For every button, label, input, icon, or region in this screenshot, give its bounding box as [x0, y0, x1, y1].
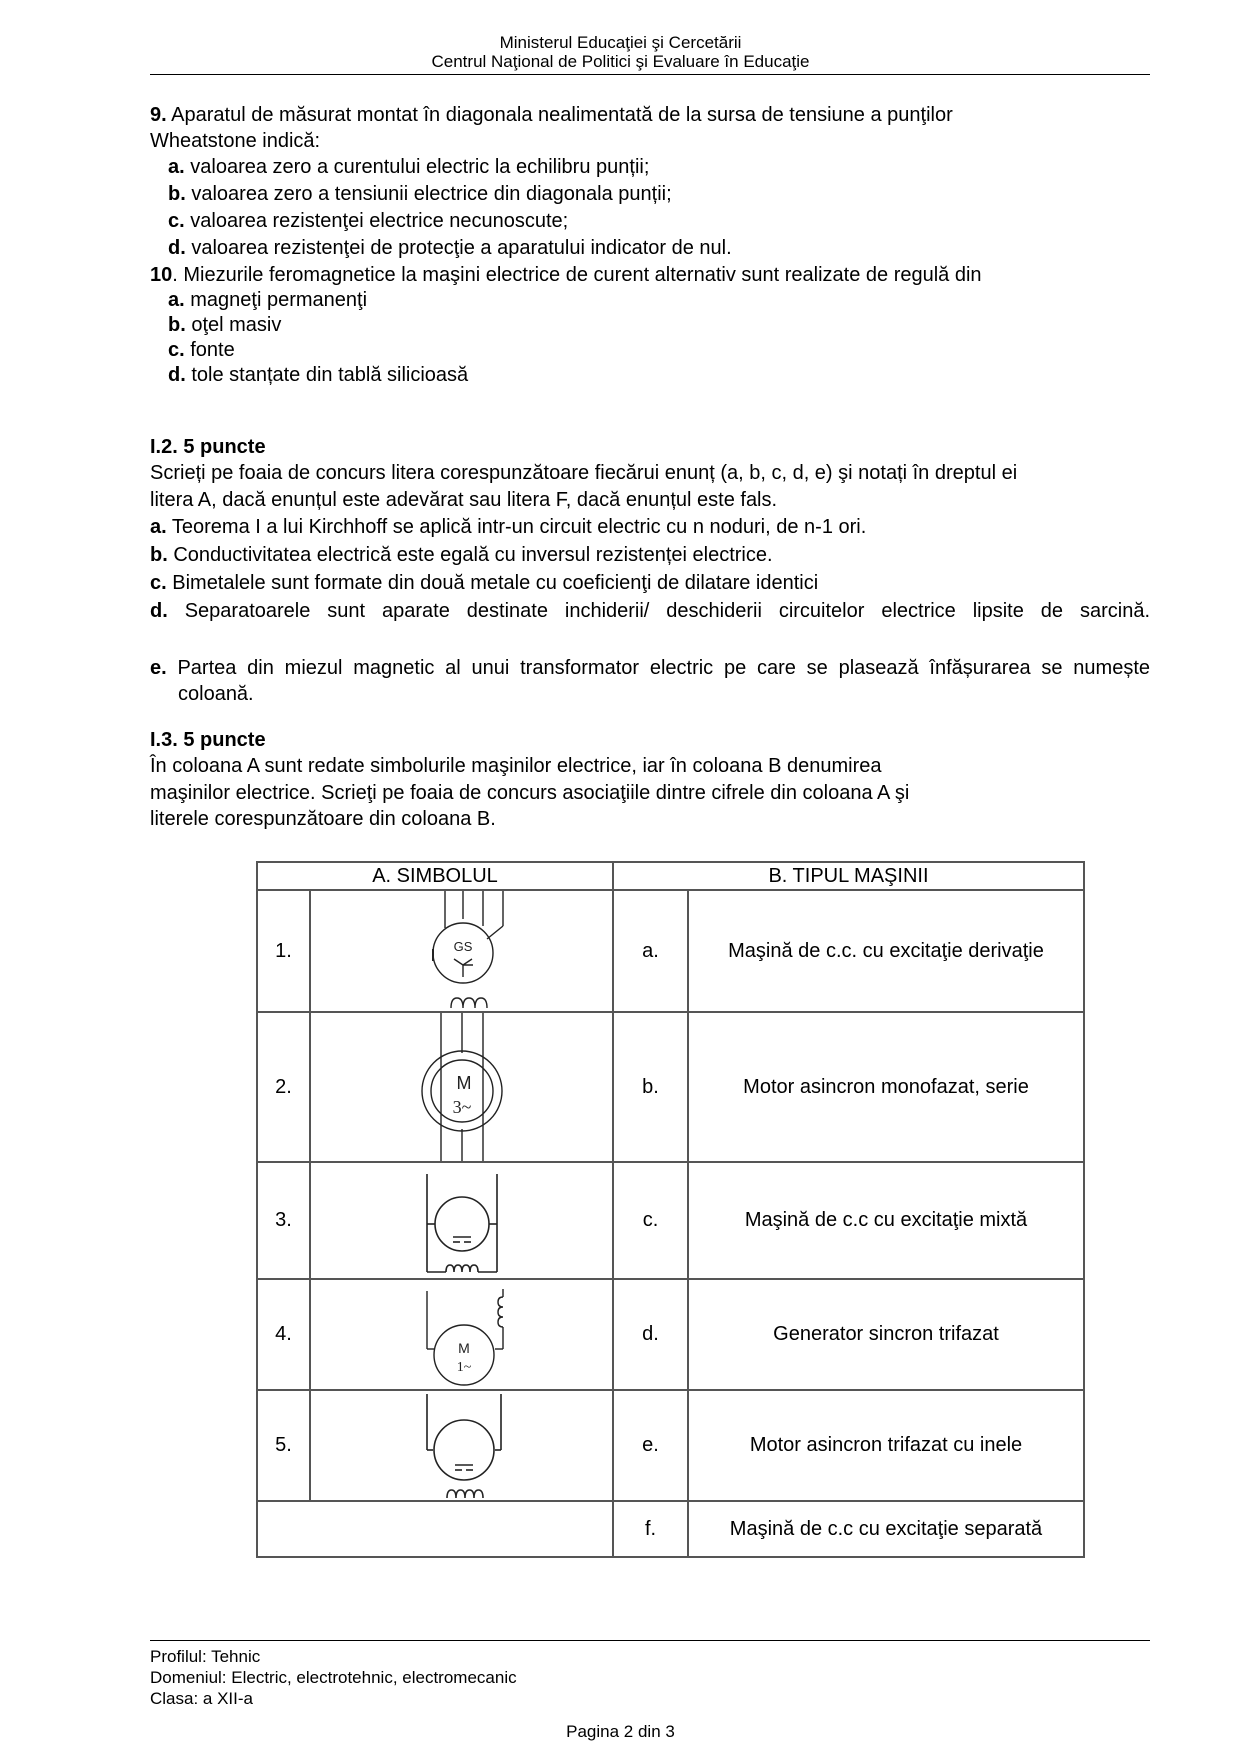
row-letter: c.	[613, 1162, 688, 1279]
option-text: valoarea zero a curentului electric la echilibru punții;	[190, 156, 650, 178]
section-i3-title	[150, 727, 1150, 753]
item-text: Conductivitatea electrică este egală cu inversul rezistenței electrice.	[173, 544, 773, 566]
item-letter: b.	[150, 544, 168, 566]
footer-profile: Profilul: Tehnic	[150, 1647, 261, 1666]
q10-option-b	[168, 312, 1168, 338]
option-letter: d.	[168, 237, 186, 259]
i2-item-c	[150, 570, 1150, 596]
item-text: Separatoarele sunt aparate destinate inchiderii/ deschiderii circuitelor electrice lipsite de sarcină.	[167, 600, 1150, 622]
symbol-cell	[310, 1390, 613, 1501]
option-letter: a.	[168, 156, 185, 178]
i2-item-a	[150, 514, 1150, 540]
section-i3-instr-line3: literele corespunzătoare din coloana B.	[150, 808, 496, 830]
section-i2-instr-line1: Scrieți pe foaia de concurs litera corespunzătoare fiecărui enunț (a, b, c, d, e) şi notați în dreptul ei	[150, 462, 1018, 484]
option-letter: b.	[168, 183, 186, 205]
row-number: 5.	[257, 1390, 310, 1501]
machine-type: Motor asincron trifazat cu inele	[688, 1390, 1084, 1501]
i2-item-b	[150, 542, 1150, 568]
dc-machine-mixed-symbol	[417, 1166, 507, 1276]
q9-option-d	[168, 235, 1168, 261]
item-letter: a.	[150, 516, 167, 538]
table-header-row	[257, 862, 1084, 890]
row-number: 3.	[257, 1162, 310, 1279]
single-phase-motor-symbol	[417, 1281, 507, 1389]
row-letter: a.	[613, 890, 688, 1012]
dc-machine-separate-symbol	[417, 1392, 507, 1500]
machine-type: Maşină de c.c. cu excitaţie derivaţie	[688, 890, 1084, 1012]
machine-type: Motor asincron monofazat, serie	[688, 1012, 1084, 1162]
option-text: valoarea rezistenţei de protecţie a aparatului indicator de nul.	[191, 237, 732, 259]
section-title: I.2. 5 puncte	[150, 436, 266, 458]
q10-option-a	[168, 287, 1168, 313]
section-i3-instr-line2: maşinilor electrice. Scrieţi pe foaia de concurs asociaţiile dintre cifrele din coloana A şi	[150, 782, 910, 804]
footer-domain: Domeniul: Electric, electrotehnic, electromecanic	[150, 1668, 517, 1687]
table-row	[257, 1501, 1084, 1557]
row-letter: f.	[613, 1501, 688, 1557]
option-letter: c.	[168, 210, 185, 232]
table-row	[257, 1279, 1084, 1390]
symbol-label-top: M	[457, 1339, 470, 1356]
q10-option-c	[168, 337, 1168, 363]
item-text: Partea din miezul magnetic al unui transformator electric pe care se plasează înfășurarea se numește coloană.	[166, 657, 1150, 705]
symbol-label-bottom: 3~	[452, 1097, 471, 1117]
symbol-cell	[310, 890, 613, 1012]
option-text: valoarea rezistenţei electrice necunoscute;	[190, 210, 569, 232]
col-b-header: B. TIPUL MAŞINII	[613, 862, 1084, 890]
q9-option-a	[168, 154, 1168, 180]
item-letter: c.	[150, 572, 167, 594]
row-number: 1.	[257, 890, 310, 1012]
section-i2-title	[150, 434, 1150, 460]
section-i3-instr-line1: În coloana A sunt redate simbolurile maşinilor electrice, iar în coloana B denumirea	[150, 755, 882, 777]
table-row	[257, 1012, 1084, 1162]
row-letter: d.	[613, 1279, 688, 1390]
option-text: fonte	[190, 339, 235, 361]
table-row	[257, 1390, 1084, 1501]
col-a-header: A. SIMBOLUL	[257, 862, 613, 890]
machine-type: Generator sincron trifazat	[688, 1279, 1084, 1390]
page-number: Pagina 2 din 3	[566, 1722, 675, 1741]
option-letter: a.	[168, 289, 185, 311]
option-letter: c.	[168, 339, 185, 361]
table-row	[257, 890, 1084, 1012]
q9-number: 9.	[150, 104, 167, 126]
header-ministry: Ministerul Educaţiei şi Cercetării	[499, 33, 742, 52]
symbol-label-bottom: 1~	[456, 1359, 471, 1375]
q10-number: 10	[150, 264, 173, 286]
q9-option-c	[168, 208, 1168, 234]
symbol-cell	[310, 1012, 613, 1162]
section-title: I.3. 5 puncte	[150, 729, 266, 751]
option-text: valoarea zero a tensiunii electrice din diagonala punții;	[191, 183, 672, 205]
symbol-cell	[310, 1279, 613, 1390]
q9-option-b	[168, 181, 1168, 207]
item-letter: d.	[150, 600, 168, 622]
symbol-label-top: M	[456, 1073, 471, 1093]
option-text: tole stanțate din tablă silicioasă	[191, 364, 469, 386]
row-letter: b.	[613, 1012, 688, 1162]
row-letter: e.	[613, 1390, 688, 1501]
option-text: oţel masiv	[191, 314, 282, 336]
three-phase-motor-symbol	[407, 1013, 517, 1161]
i2-item-e	[150, 655, 1150, 707]
footer-divider	[150, 1640, 1150, 1641]
machine-type: Maşină de c.c cu excitaţie separată	[688, 1501, 1084, 1557]
item-text: Bimetalele sunt formate din două metale cu coeficienţi de dilatare identici	[166, 572, 819, 594]
option-text: magneţi permanenţi	[190, 289, 368, 311]
item-letter: e.	[150, 657, 167, 679]
section-i2-instr-line2: litera A, dacă enunțul este adevărat sau litera F, dacă enunțul este fals.	[150, 489, 778, 511]
option-letter: d.	[168, 364, 186, 386]
matching-table	[256, 861, 1085, 1558]
i2-item-d	[150, 598, 1150, 624]
q10-stem	[150, 262, 1150, 288]
q9-stem	[150, 102, 1150, 128]
q10-text: . Miezurile feromagnetice la maşini electrice de curent alternativ sunt realizate de regulă din	[172, 264, 982, 286]
q10-option-d	[168, 362, 1168, 388]
header-divider	[150, 74, 1150, 75]
machine-type: Maşină de c.c cu excitaţie mixtă	[688, 1162, 1084, 1279]
item-text: Teorema I a lui Kirchhoff se aplică intr-un circuit electric cu n noduri, de n-1 ori.	[171, 516, 867, 538]
q9-text-line1: Aparatul de măsurat montat în diagonala nealimentată de la sursa de tensiune a punţilor	[171, 104, 953, 126]
synchronous-generator-symbol	[407, 891, 517, 1011]
footer-class: Clasa: a XII-a	[150, 1689, 253, 1708]
table-row	[257, 1162, 1084, 1279]
symbol-label: GS	[453, 939, 472, 954]
q9-stem-line2: Wheatstone indică:	[150, 130, 321, 152]
empty-symbol-cell	[257, 1501, 613, 1557]
row-number: 4.	[257, 1279, 310, 1390]
symbol-cell	[310, 1162, 613, 1279]
row-number: 2.	[257, 1012, 310, 1162]
option-letter: b.	[168, 314, 186, 336]
header-center: Centrul Naţional de Politici şi Evaluare în Educaţie	[431, 52, 810, 71]
